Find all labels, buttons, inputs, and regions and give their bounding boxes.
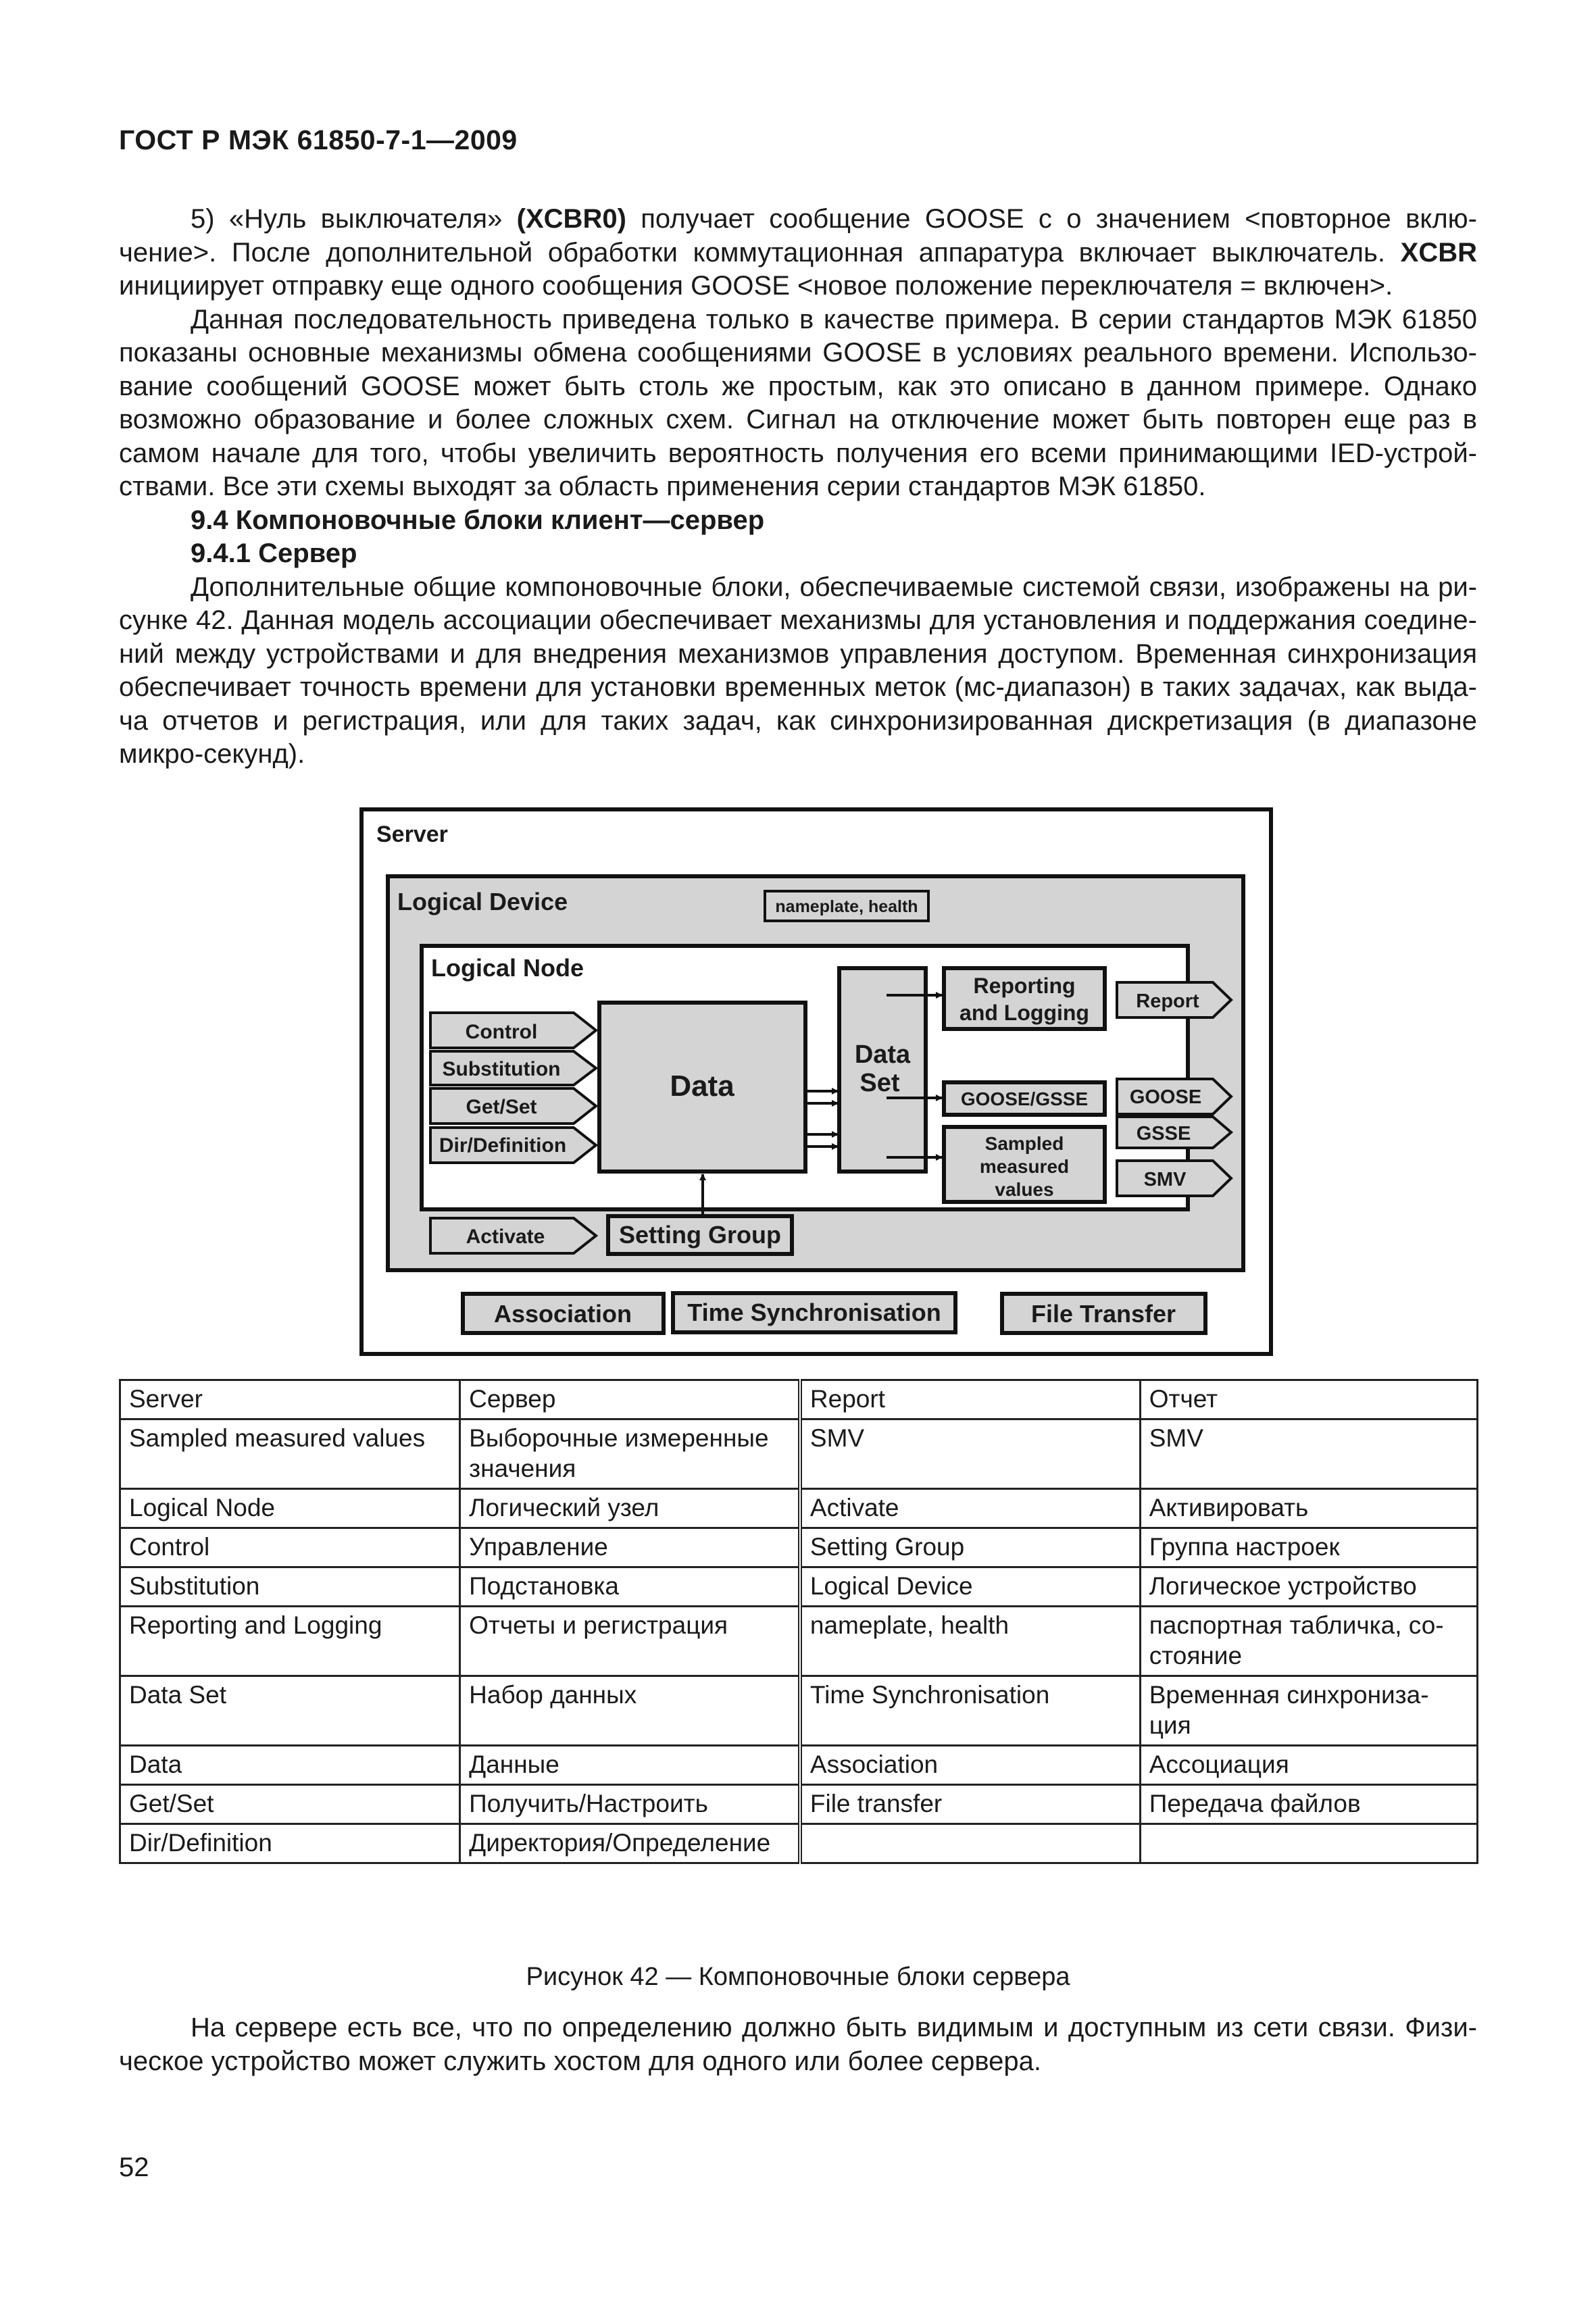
legend-table <box>119 1379 1478 1864</box>
document-header: ГОСТ Р МЭК 61850-7-1—2009 <box>119 124 518 155</box>
table-row <box>120 1746 1478 1785</box>
goose-gsse-label: GOOSE/GSSE <box>960 1088 1089 1109</box>
sampled-label-line3: values <box>995 1179 1054 1200</box>
table-cell: Logical Node <box>120 1489 460 1528</box>
table-row <box>120 1380 1478 1419</box>
report-label: Report <box>1136 990 1199 1012</box>
table-cell: SMV <box>1140 1419 1477 1489</box>
table-row <box>120 1528 1478 1567</box>
body-text-bottom <box>119 2011 1477 2078</box>
association-label: Association <box>493 1300 632 1328</box>
table-cell: Управление <box>460 1528 800 1567</box>
time-sync-label: Time Synchronisation <box>687 1299 941 1326</box>
table-cell: Набор данных <box>460 1676 800 1746</box>
activate-label: Activate <box>466 1226 545 1248</box>
file-transfer-label: File Transfer <box>1030 1300 1176 1328</box>
server-label: Server <box>376 822 448 847</box>
substitution-label: Substitution <box>442 1058 561 1080</box>
table-cell: Control <box>120 1528 460 1567</box>
table-cell: Dir/Definition <box>120 1824 460 1863</box>
table-cell: Association <box>800 1746 1140 1785</box>
table-cell: Data <box>120 1746 460 1785</box>
table-cell: Сервер <box>460 1380 800 1419</box>
server-diagram <box>359 807 1273 1356</box>
paragraph-xcbr0: 5) «Нуль выключателя» (XCBR0) получает сообщение GOOSE с о значением <повторное вклю-чение>. После дополнительной обработки коммутационная аппаратура включает выключатель. XCBR инициирует отправку еще одного сообщения GOOSE <новое положение переключателя = включен>. <box>119 204 1477 301</box>
table-cell: Activate <box>800 1489 1140 1528</box>
data-label: Data <box>670 1070 734 1103</box>
table-cell: Substitution <box>120 1567 460 1607</box>
table-cell: паспортная табличка, со-стояние <box>1140 1607 1477 1676</box>
setting-group-label: Setting Group <box>619 1221 781 1249</box>
table-cell <box>1140 1824 1477 1863</box>
table-cell: Получить/Настроить <box>460 1785 800 1824</box>
paragraph-server-contents: На сервере есть все, что по определению должно быть видимым и доступным из сети связи. Физи-ческое устройство может служить хостом для одного или более сервера. <box>119 2013 1477 2076</box>
table-cell <box>800 1824 1140 1863</box>
table-cell: Активировать <box>1140 1489 1477 1528</box>
table-cell: Выборочные измеренные значения <box>460 1419 800 1489</box>
table-cell: Data Set <box>120 1676 460 1746</box>
table-cell: Данные <box>460 1746 800 1785</box>
table-cell: Директория/Определение <box>460 1824 800 1863</box>
dataset-label-line1: Data <box>854 1040 911 1069</box>
table-cell: Reporting and Logging <box>120 1607 460 1676</box>
goose-label: GOOSE <box>1129 1086 1202 1108</box>
table-cell: Временная синхрониза-ция <box>1140 1676 1477 1746</box>
table-cell: Server <box>120 1380 460 1419</box>
table-cell: Logical Device <box>800 1567 1140 1607</box>
table-cell: SMV <box>800 1419 1140 1489</box>
paragraph-sequence-example: Данная последовательность приведена только в качестве примера. В серии стандартов МЭК 61850 показаны основные механизмы обмена сообщениями GOOSE в условиях реального времени. Использо-вание сообщений GOOSE может быть столь же простым, как это описано в данном примере. Однако возможно образование и более сложных схем. Сигнал на отключение может быть повторен еще раз в самом начале для того, чтобы увеличить вероятность получения его всеми принимающими IED-устрой-ствами. Все эти схемы выходят за область применения серии стандартов МЭК 61850. <box>119 304 1477 501</box>
sampled-label-line2: measured <box>979 1156 1070 1177</box>
sampled-label-line1: Sampled <box>984 1133 1064 1154</box>
reporting-label-line2: and Logging <box>959 1001 1089 1025</box>
paragraph-building-blocks: Дополнительные общие компоновочные блоки, обеспечиваемые системой связи, изображены на ри-сунке 42. Данная модель ассоциации обеспечивает механизмы для установления и поддержания соедине-ний между устройствами и для внедрения механизмов управления доступом. Временная синхронизация обеспечивает точность времени для установки временных меток (мс-диапазон) в таких задачах, как выда-ча отчетов и регистрация, или для таких задач, как синхронизированная дискретизация (в диапазоне микро-секунд). <box>119 572 1477 769</box>
table-cell: Time Synchronisation <box>800 1676 1140 1746</box>
table-cell: Подстановка <box>460 1567 800 1607</box>
figure-caption: Рисунок 42 — Компоновочные блоки сервера <box>526 1963 1070 1991</box>
gsse-label: GSSE <box>1136 1123 1191 1145</box>
table-cell: nameplate, health <box>800 1607 1140 1676</box>
table-row <box>120 1489 1478 1528</box>
body-text-top <box>119 203 1477 772</box>
table-cell: Отчеты и регистрация <box>460 1607 800 1676</box>
table-cell: Sampled measured values <box>120 1419 460 1489</box>
logical-node-label: Logical Node <box>431 954 584 982</box>
table-cell: Setting Group <box>800 1528 1140 1567</box>
table-cell: Логический узел <box>460 1489 800 1528</box>
section-heading-9-4: 9.4 Компоновочные блоки клиент—сервер <box>191 505 765 535</box>
table-cell: Report <box>800 1380 1140 1419</box>
nameplate-label: nameplate, health <box>775 897 918 916</box>
table-cell: Отчет <box>1140 1380 1477 1419</box>
table-cell: Передача файлов <box>1140 1785 1477 1824</box>
reporting-label-line1: Reporting <box>973 974 1076 998</box>
table-cell: Ассоциация <box>1140 1746 1477 1785</box>
page-number: 52 <box>119 2153 149 2182</box>
table-cell: Логическое устройство <box>1140 1567 1477 1607</box>
smv-label: SMV <box>1143 1169 1187 1190</box>
dataset-label-line2: Set <box>859 1069 900 1097</box>
table-row <box>120 1567 1478 1607</box>
getset-label: Get/Set <box>466 1096 537 1118</box>
table-row <box>120 1607 1478 1676</box>
table-row <box>120 1824 1478 1863</box>
table-cell: Группа настроек <box>1140 1528 1477 1567</box>
logical-device-label: Logical Device <box>397 888 568 915</box>
dirdef-label: Dir/Definition <box>439 1134 567 1157</box>
table-cell: Get/Set <box>120 1785 460 1824</box>
table-row <box>120 1676 1478 1746</box>
section-heading-9-4-1: 9.4.1 Сервер <box>191 538 357 568</box>
table-row <box>120 1785 1478 1824</box>
control-label: Control <box>465 1021 538 1043</box>
table-row <box>120 1419 1478 1489</box>
table-cell: File transfer <box>800 1785 1140 1824</box>
